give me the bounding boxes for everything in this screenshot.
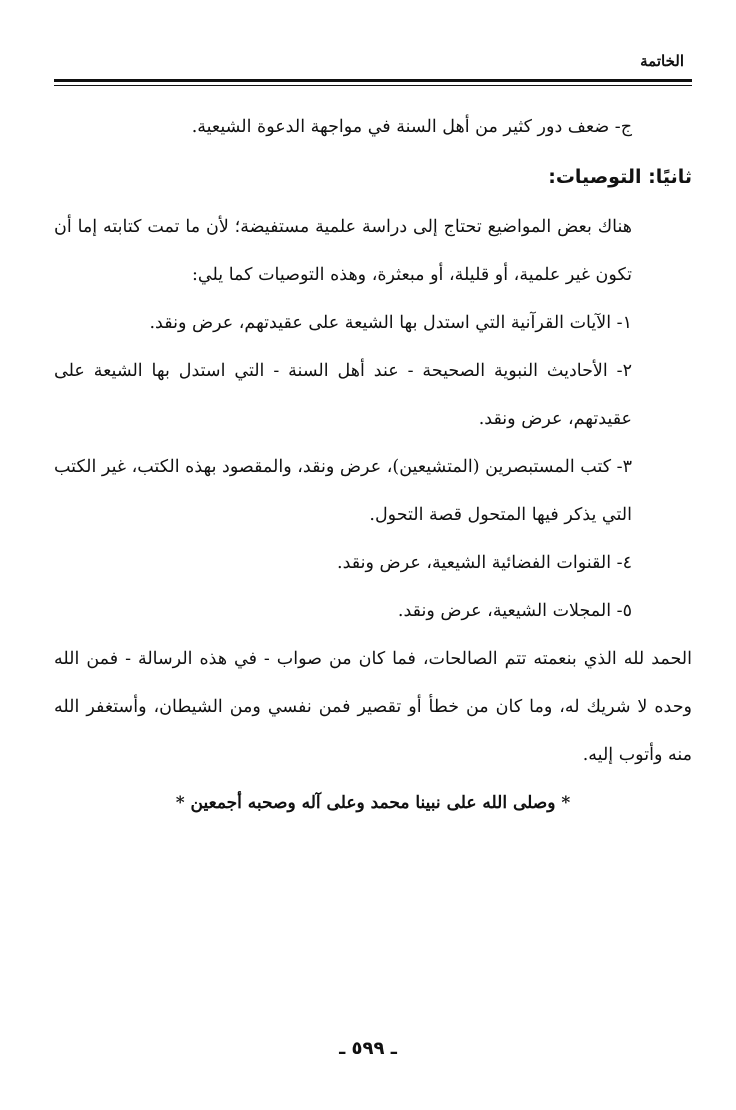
recommendation-item-4: ٤- القنوات الفضائية الشيعية، عرض ونقد. (337, 553, 632, 573)
header-rule-thick (54, 79, 692, 82)
recommendations-intro: هناك بعض المواضيع تحتاج إلى دراسة علمية مستفيضة؛ لأن ما تمت كتابته إما أن تكون غير علمية، أو قليلة، أو مبعثرة، وهذه التوصيات كما يلي: (54, 217, 632, 285)
recommendation-item-2: ٢- الأحاديث النبوية الصحيحة - عند أهل السنة - التي استدل بها الشيعة على عقيدتهم، عرض ونقد. (54, 361, 632, 429)
header-rule-thin (54, 85, 692, 86)
closing-paragraph: الحمد لله الذي بنعمته تتم الصالحات، فما كان من صواب - في هذه الرسالة - فمن الله وحده لا شريك له، وما كان من خطأ أو تقصير فمن نفسي ومن الشيطان، وأستغفر الله منه وأتوب إليه. (54, 649, 692, 765)
page-number: ـ ٥٩٩ ـ (339, 1038, 397, 1059)
recommendation-item-5: ٥- المجلات الشيعية، عرض ونقد. (397, 601, 632, 621)
recommendation-item-1: ١- الآيات القرآنية التي استدل بها الشيعة على عقيدتهم، عرض ونقد. (149, 313, 632, 333)
section-heading-recommendations: ثانيًا: التوصيات: (548, 166, 692, 188)
running-title: الخاتمة (640, 52, 684, 70)
list-item-c: ج- ضعف دور كثير من أهل السنة في مواجهة الدعوة الشيعية. (191, 117, 632, 137)
page-body (54, 103, 692, 827)
closing-prayer: * وصلى الله على نبينا محمد وعلى آله وصحبه أجمعين * (175, 793, 571, 813)
recommendation-item-3: ٣- كتب المستبصرين (المتشيعين)، عرض ونقد، والمقصود بهذه الكتب، غير الكتب التي يذكر فيها المتحول قصة التحول. (54, 457, 632, 525)
